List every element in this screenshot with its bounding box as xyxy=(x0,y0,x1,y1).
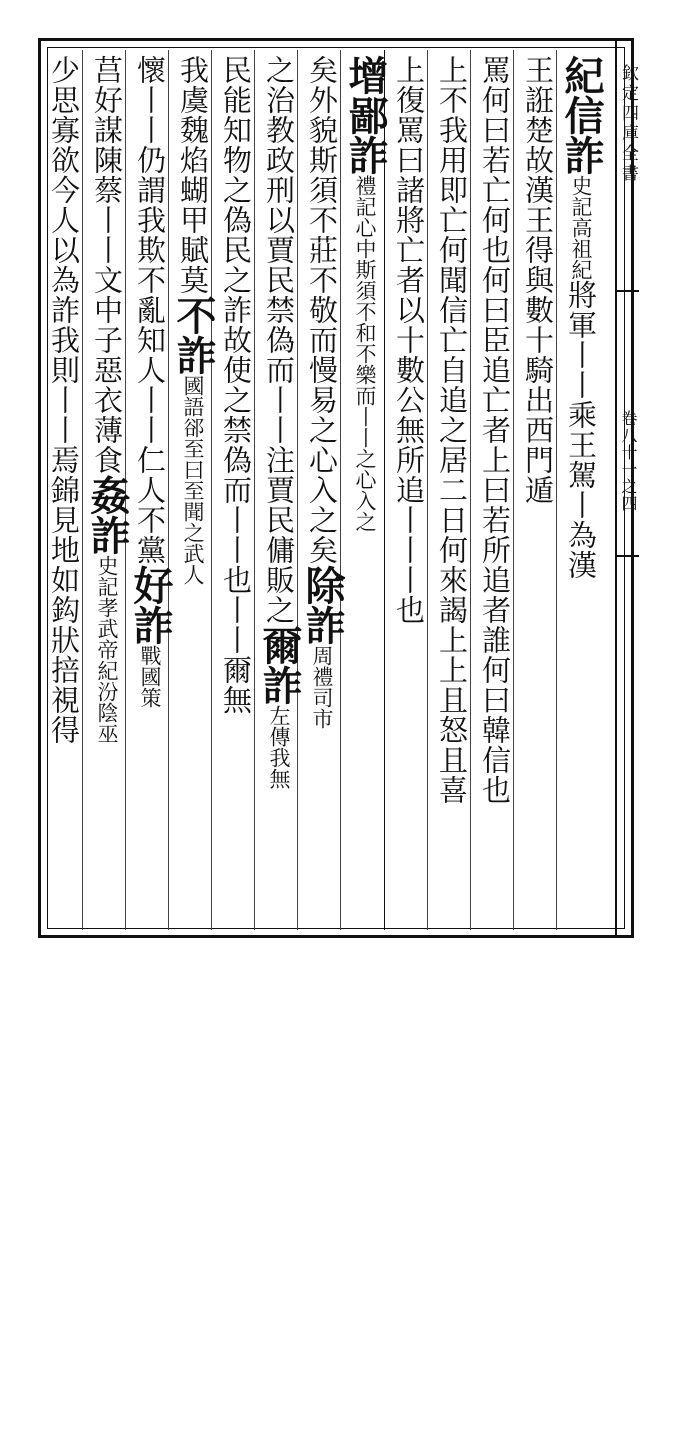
column-rule xyxy=(211,50,212,930)
entry-heading: 除詐 xyxy=(299,565,346,645)
entry-text: 王誑楚故漢王得與數十騎出西門遁 xyxy=(521,55,555,505)
text-column-9 xyxy=(218,55,254,925)
entry-text-tail: 丨丨爾無 xyxy=(219,595,253,715)
column-rule xyxy=(168,50,169,930)
column-rule xyxy=(340,50,341,930)
entry-text: 上復罵曰諸將亡者以十 xyxy=(392,55,426,355)
entry-heading: 不詐 xyxy=(170,295,217,375)
entry-text-continued: 數公無所追丨丨丨也 xyxy=(392,355,426,625)
entry-note: 國語郤至曰至聞之武人 xyxy=(181,375,205,585)
entry-note: 戰國策 xyxy=(138,645,162,708)
entry-text: 我虞魏焰蝴甲賦莫 xyxy=(176,55,210,295)
text-column-4 xyxy=(434,55,470,925)
column-rule xyxy=(513,50,514,930)
margin-divider xyxy=(615,290,639,292)
entry-note: 左傳我無 xyxy=(267,705,291,789)
column-rule xyxy=(427,50,428,930)
entry-text: 少思寡欲今人以為詐我則丨丨焉 xyxy=(47,55,81,475)
text-column-8 xyxy=(256,55,303,925)
column-rule xyxy=(297,50,298,930)
entry-text: 民能知物之偽民之詐故使之禁偽而丨丨也 xyxy=(219,55,253,595)
margin-divider-2 xyxy=(615,555,639,557)
book-title: 欽定四庫全書 xyxy=(618,64,638,184)
entry-heading: 爾詐 xyxy=(256,625,303,705)
entry-text-2: 不亂知人丨丨仁人不黨 xyxy=(133,265,167,565)
entry-heading: 姦詐 xyxy=(84,475,131,555)
entry-note: 禮記心中斯須不和不樂而丨丨之心入之 xyxy=(353,175,377,532)
column-rule xyxy=(254,50,255,930)
column-rule xyxy=(470,50,471,930)
entry-text: 矣外貌斯須不莊不敬而慢易之心入之矣 xyxy=(305,55,339,565)
text-column-7 xyxy=(299,55,346,925)
entry-text: 罵何曰若亡何也何曰臣追亡者上曰若所追者誰何曰韓信也 xyxy=(478,55,512,805)
entry-text: 上不我用即亡何聞信亡自追之居二日何來謁上上且怒且喜 xyxy=(435,55,469,805)
entry-text: 之治教政刑以賈民禁偽而丨丨注賈民傭販之 xyxy=(262,55,296,625)
entry-text-2: 錦見地如鈎狀掊視得 xyxy=(47,475,81,745)
entry-note: 史記高祖紀 xyxy=(569,175,593,280)
text-column-1 xyxy=(558,55,605,925)
text-column-6 xyxy=(342,55,389,925)
column-rule xyxy=(384,50,385,930)
text-column-5 xyxy=(391,55,427,925)
entry-text-tail xyxy=(114,560,139,629)
text-column-3 xyxy=(477,55,513,925)
entry-heading: 好詐 xyxy=(127,565,174,645)
text-column-10 xyxy=(170,55,217,925)
entry-heading: 紀信詐 xyxy=(558,55,605,175)
entry-note: 史記孝武帝紀汾陰巫 xyxy=(95,555,119,744)
volume-label: 卷八十一之四 xyxy=(619,410,638,512)
entry-text: 將軍丨丨乘王駕丨為漢 xyxy=(564,280,598,580)
entry-text: 懷丨丨仍謂我欺 xyxy=(133,55,167,265)
column-rule xyxy=(556,50,557,930)
entry-heading: 增鄙詐 xyxy=(342,55,389,175)
entry-text: 莒好謀陳蔡丨丨文中子惡衣薄食 xyxy=(90,55,124,475)
entry-note: 周禮司市 xyxy=(310,645,334,729)
text-column-2 xyxy=(520,55,556,925)
